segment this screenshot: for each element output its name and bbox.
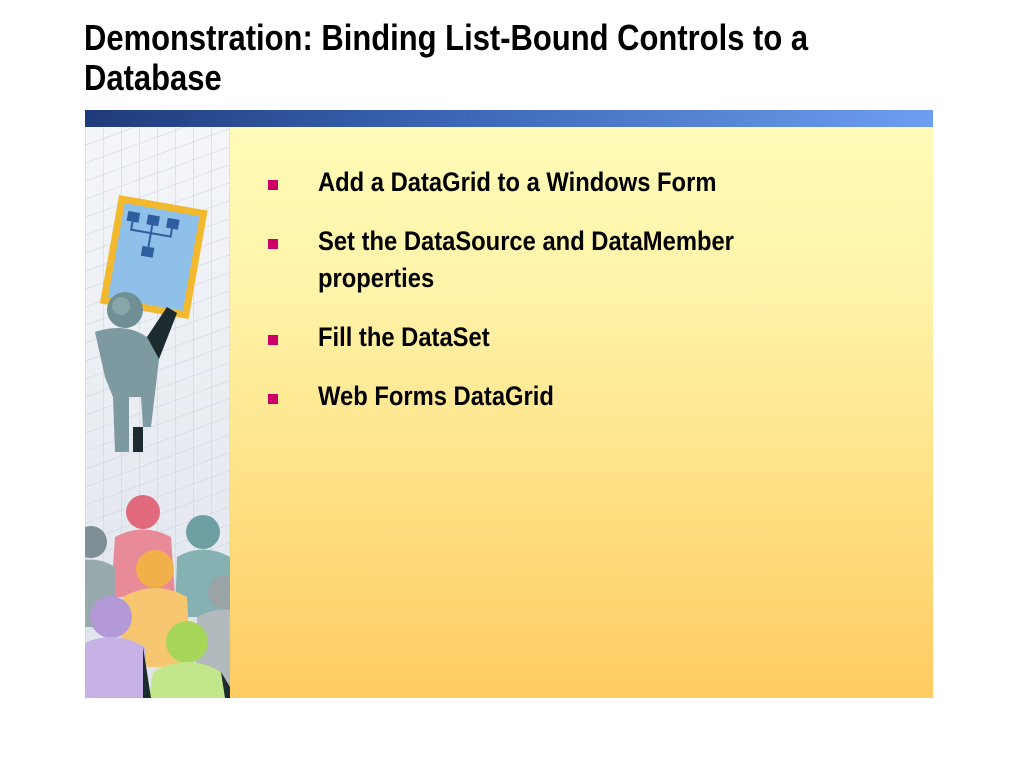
presenter-illustration-icon <box>85 127 230 698</box>
bullet-item <box>268 223 908 297</box>
bullet-text: Fill the DataSet <box>318 322 490 352</box>
slide-title: Demonstration: Binding List-Bound Controls to a Database <box>84 17 809 98</box>
square-bullet-icon <box>268 239 278 249</box>
bullet-text: Web Forms DataGrid <box>318 381 554 411</box>
square-bullet-icon <box>268 180 278 190</box>
square-bullet-icon <box>268 394 278 404</box>
bullet-item <box>268 319 908 356</box>
bullet-item <box>268 378 908 415</box>
bullet-text: Add a DataGrid to a Windows Form <box>318 167 717 197</box>
bullet-text: Set the DataSource and DataMember properties <box>318 226 734 293</box>
bullet-item <box>268 164 908 201</box>
bullet-list <box>268 164 908 437</box>
square-bullet-icon <box>268 335 278 345</box>
title-underline-bar <box>85 110 933 127</box>
